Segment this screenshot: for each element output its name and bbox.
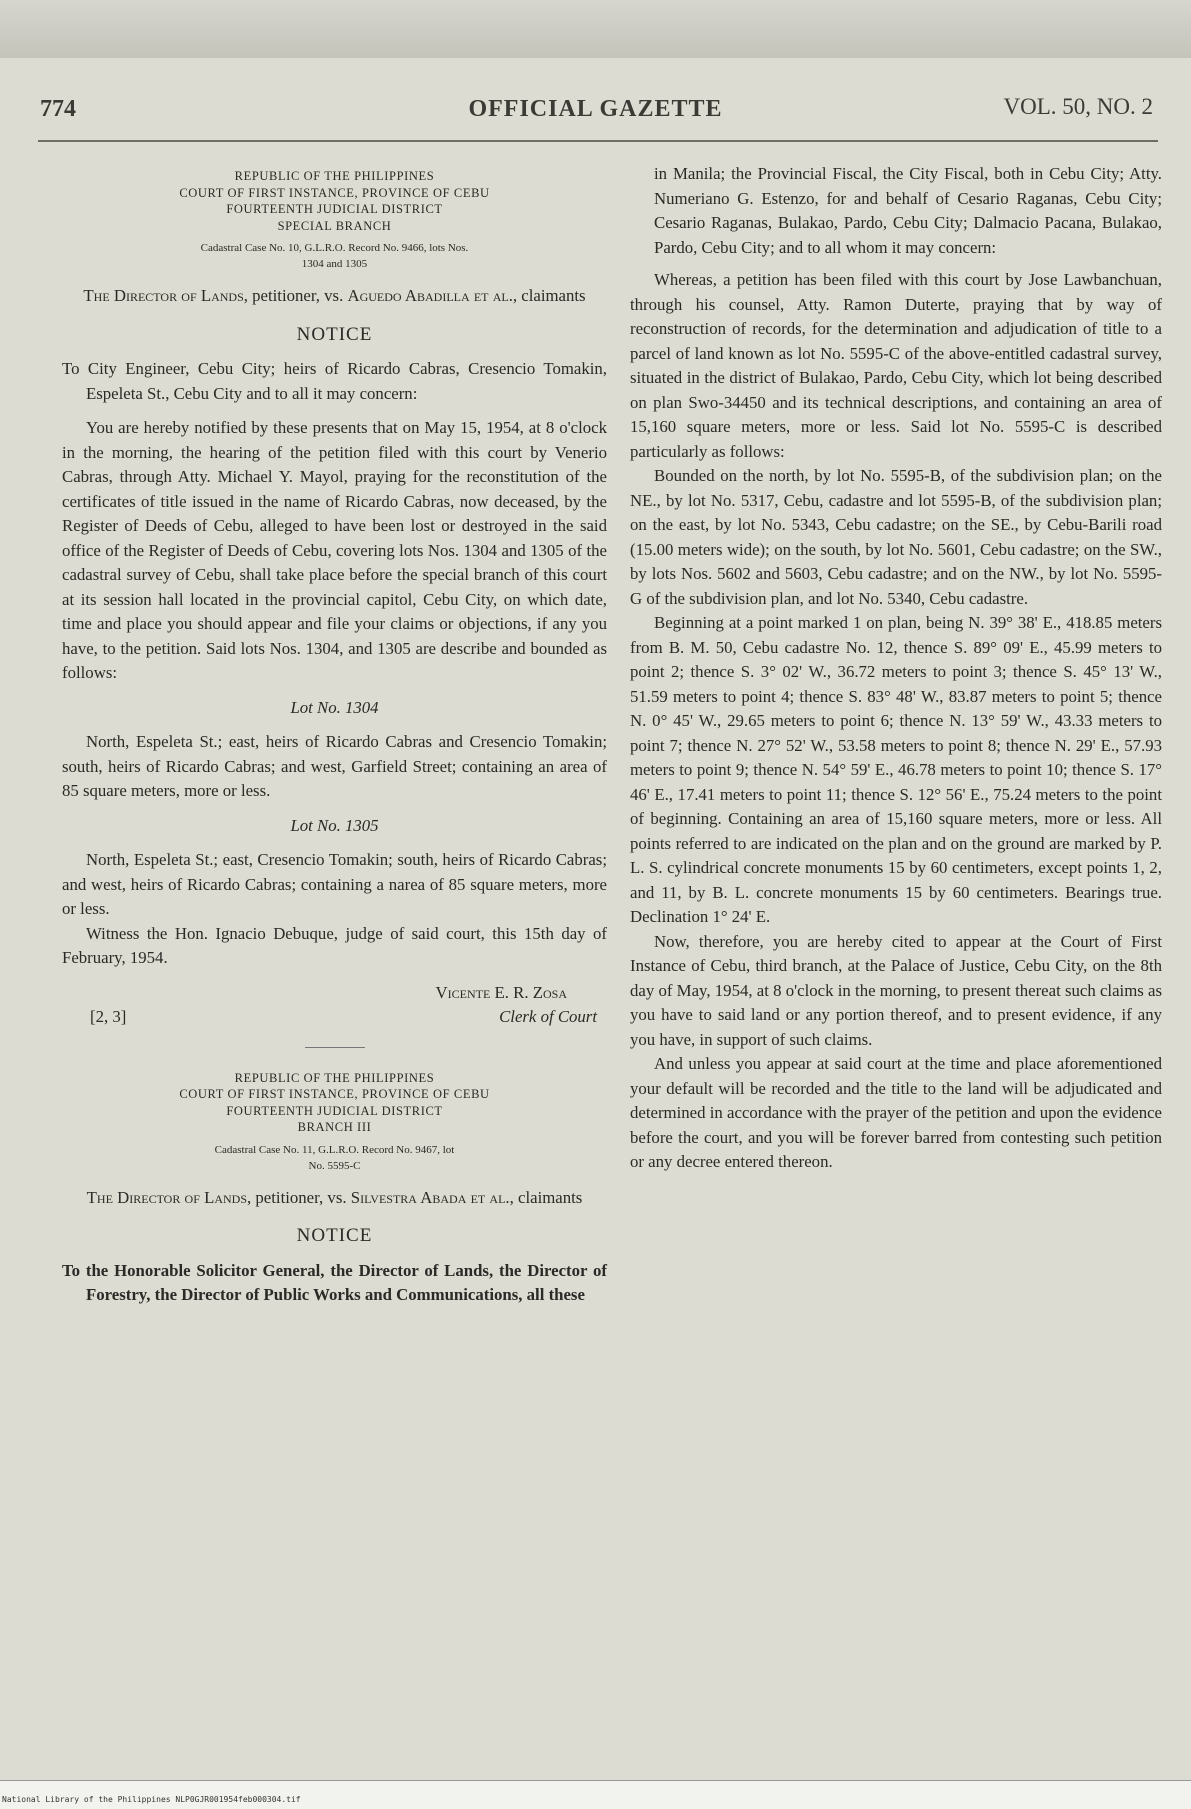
court-line: BRANCH III bbox=[297, 1120, 372, 1134]
case-reference bbox=[62, 240, 607, 272]
scan-border bbox=[0, 0, 1191, 58]
addressee: To the Honorable Solicitor General, the Director of Lands, the Director of Forestry, the Director of Public Works and Communications, all these bbox=[62, 1260, 607, 1304]
addressee-continued: in Manila; the Provincial Fiscal, the City Fiscal, both in Cebu City; Atty. Numeriano G. Estenzo, for and behalf of Cesario Raganas, Cebu City; Cesario Raganas, Bulakao, Pardo, Cebu City; Dalmacio Pacana, Bulakao, Pardo, Cebu City; and to all whom it may concern: bbox=[654, 164, 1162, 257]
signatory-title: Clerk of Court bbox=[499, 1006, 597, 1026]
issue-mark: [2, 3] bbox=[90, 1006, 127, 1026]
court-line: REPUBLIC OF THE PHILIPPINES bbox=[234, 1070, 435, 1085]
court-line: SPECIAL BRANCH bbox=[277, 218, 392, 233]
case-line: No. 5595-C bbox=[308, 1159, 361, 1172]
petitioner-name: The Director of Lands bbox=[86, 1187, 248, 1207]
volume-label: VOL. 50, NO. 2 bbox=[1003, 94, 1153, 119]
notice-heading: NOTICE bbox=[296, 323, 373, 345]
caption-text: , claimants bbox=[512, 286, 586, 305]
case-caption bbox=[62, 284, 607, 309]
court-line: COURT OF FIRST INSTANCE, PROVINCE OF CEBU bbox=[179, 1087, 490, 1101]
lot-title: Lot No. 1305 bbox=[290, 815, 379, 835]
case-line: 1304 and 1305 bbox=[301, 258, 368, 270]
default-paragraph: And unless you appear at said court at the time and place aforementioned your default will be recorded and the title to the land will be adjudicated and determined in accordance with the prayer of the petition and upon the evidence before the court, and you will be forever barred from contesting such petition or any decree entered thereon. bbox=[630, 1054, 1162, 1171]
petitioner-name: The Director of Lands bbox=[83, 286, 244, 305]
case-caption bbox=[62, 1186, 607, 1211]
left-column bbox=[62, 168, 607, 1308]
claimant-name: Aguedo Abadilla et al. bbox=[347, 286, 513, 305]
notice-heading: NOTICE bbox=[296, 1225, 373, 1246]
lot-description: North, Espeleta St.; east, heirs of Ricardo Cabras and Cresencio Tomakin; south, heirs of Ricardo Cabras; and west, Garfield Street; containing an area of 85 square meters, more or less. bbox=[62, 732, 607, 800]
notice-body: You are hereby notified by these presents that on May 15, 1954, at 8 o'clock in the morning, the hearing of the petition filed with this court by Venerio Cabras, through Atty. Michael Y. Mayol, praying for the reconstitution of the certificates of title issued in the name of Ricardo Cabras, now deceased, by the Register of Deeds of Cebu, alleged to have been lost or destroyed in the said office of the Register of Deeds of Cebu, covering lots Nos. 1304 and 1305 of the cadastral survey of Cebu, shall take place before the special branch of this court at its session hall located in the provincial capitol, Cebu City, on which date, time and place you should appear and file your claims or objections, if any you have, to the petition. Said lots Nos. 1304, and 1305 are describe and bounded as follows: bbox=[62, 418, 607, 682]
court-line: FOURTEENTH JUDICIAL DISTRICT bbox=[226, 1103, 443, 1118]
court-line: COURT OF FIRST INSTANCE, PROVINCE OF CEBU bbox=[179, 185, 490, 200]
header-rule bbox=[38, 140, 1158, 142]
case-line: Cadastral Case No. 10, G.L.R.O. Record No. 9466, lots Nos. bbox=[200, 242, 469, 254]
section-divider bbox=[305, 1047, 365, 1048]
signatory-name: Vicente E. R. Zosa bbox=[435, 982, 567, 1002]
signature-block bbox=[62, 981, 607, 1029]
caption-text: , petitioner, vs. bbox=[247, 1187, 351, 1207]
caption-text: , petitioner, vs. bbox=[243, 286, 348, 305]
lot-description: North, Espeleta St.; east, Cresencio Tomakin; south, heirs of Ricardo Cabras; and west, heirs of Ricardo Cabras; containing a narea of 85 square meters, more or less. bbox=[62, 850, 607, 918]
court-line: REPUBLIC OF THE PHILIPPINES bbox=[234, 169, 435, 183]
witness-clause: Witness the Hon. Ignacio Debuque, judge of said court, this 15th day of February, 1954. bbox=[62, 923, 607, 967]
gazette-title: OFFICIAL GAZETTE bbox=[468, 96, 723, 122]
boundaries-paragraph: Bounded on the north, by lot No. 5595-B, of the subdivision plan; on the NE., by lot No. 5317, Cebu, cadastre and lot 5595-B, of the subdivision plan; on the east, by lot No. 5343, Cebu cadastre; on the SE., by Cebu-Barili road (15.00 meters wide); on the south, by lot No. 5601, Cebu cadastre; on the SW., by lots Nos. 5602 and 5603, Cebu cadastre; and on the NW., by lot No. 5595-G of the subdivision plan, and lot No. 5340, Cebu cadastre. bbox=[630, 466, 1162, 608]
court-heading bbox=[62, 168, 607, 234]
case-line: Cadastral Case No. 11, G.L.R.O. Record No. 9467, lot bbox=[214, 1143, 455, 1156]
technical-description: Beginning at a point marked 1 on plan, being N. 39° 38' E., 418.85 meters from B. M. 50, Cebu cadastre No. 12, thence S. 89° 09' E., 45.99 meters to point 2; thence S. 3° 02' W., 36.72 meters to point 3; thence S. 45° 13' W., 51.59 meters to point 4; thence S. 83° 48' W., 83.87 meters to point 5; thence N. 0° 45' W., 29.65 meters to point 6; thence N. 13° 59' W., 43.33 meters to point 7; thence N. 27° 52' W., 53.58 meters to point 8; thence N. 29' E., 57.93 meters to point 9; thence N. 54° 59' E., 46.78 meters to point 10; thence S. 17° 46' E., 17.41 meters to point 11; thence S. 12° 56' E., 75.24 meters to the point of beginning. Containing an area of 15,160 square meters, more or less. All points referred to are indicated on the plan and on the ground are marked by P. L. S. cylindrical concrete monuments 15 by 60 centimeters, except points 1, 2, and 11, by B. L. concrete monuments 15 by 60 centimeters. Bearings true. Declination 1° 24' E. bbox=[630, 613, 1162, 926]
petition-paragraph: Whereas, a petition has been filed with this court by Jose Lawbanchuan, through his counsel, Atty. Ramon Duterte, praying that by way of reconstruction of records, for the determination and adjudication of title to a parcel of land known as lot No. 5595-C of the above-entitled cadastral survey, situated in the district of Bulakao, Pardo, Cebu City, which lot being described on plan Swo-34450 and its technical descriptions, and containing an area of 15,160 square meters, more or less. Said lot No. 5595-C is described particularly as follows: bbox=[630, 270, 1162, 461]
lot-title: Lot No. 1304 bbox=[290, 697, 379, 717]
court-line: FOURTEENTH JUDICIAL DISTRICT bbox=[226, 202, 443, 216]
court-heading bbox=[62, 1070, 607, 1136]
claimant-name: Silvestra Abada et al. bbox=[350, 1187, 510, 1207]
footer-text: National Library of the Philippines NLP0GJR001954feb000304.tif bbox=[2, 1795, 301, 1804]
page-number: 774 bbox=[40, 96, 76, 122]
addressee: To City Engineer, Cebu City; heirs of Ricardo Cabras, Cresencio Tomakin, Espeleta St., Cebu City and to all it may concern: bbox=[62, 359, 607, 403]
case-reference bbox=[62, 1142, 607, 1174]
right-column bbox=[630, 162, 1162, 1175]
citation-paragraph: Now, therefore, you are hereby cited to appear at the Court of First Instance of Cebu, third branch, at the Palace of Justice, Cebu City, on the 8th day of May, 1954, at 8 o'clock in the morning, to present thereat such claims as you have to said land or any portion thereof, and to present evidence, if any you have, in support of such claims. bbox=[630, 931, 1162, 1049]
scan-footer bbox=[0, 1780, 1191, 1809]
caption-text: , claimants bbox=[509, 1187, 583, 1207]
